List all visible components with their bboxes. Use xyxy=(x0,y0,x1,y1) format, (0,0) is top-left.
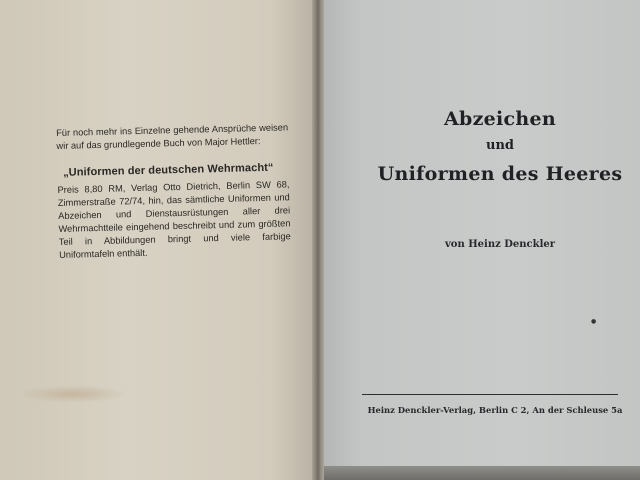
page-edge-shadow xyxy=(324,466,640,480)
book-details-paragraph: Preis 8,80 RM, Verlag Otto Dietrich, Berlin SW 68, Zimmerstraße 72/74, hin, das sämtliche Uniformen und Abzeichen und Dienstausrüstungen aller drei Wehrmachtteile eingehend beschreibt und zum größten Teil in Abbildungen bringt und viele farbige Uniformtafeln enthält. xyxy=(57,179,291,260)
title-block xyxy=(360,108,640,185)
publisher-line: Heinz Denckler-Verlag, Berlin C 2, An der Schleuse 5a xyxy=(367,405,623,415)
print-mark: ● xyxy=(591,318,597,325)
author-line: von Heinz Denckler xyxy=(444,239,556,250)
title-line-und: und xyxy=(486,138,514,153)
left-page-text xyxy=(56,121,291,262)
left-page xyxy=(0,0,318,480)
intro-paragraph: Für noch mehr ins Einzelne gehende Ansprüche weisen wir auf das grundlegende Buch von Major Hettler: xyxy=(56,122,289,151)
title-line-abzeichen: Abzeichen xyxy=(443,108,557,130)
referenced-book-title: „Uniformen der deutschen Wehrmacht“ xyxy=(62,161,274,179)
title-line-uniformen: Uniformen des Heeres xyxy=(377,163,623,185)
right-page xyxy=(324,0,640,470)
publisher-divider xyxy=(362,394,618,395)
